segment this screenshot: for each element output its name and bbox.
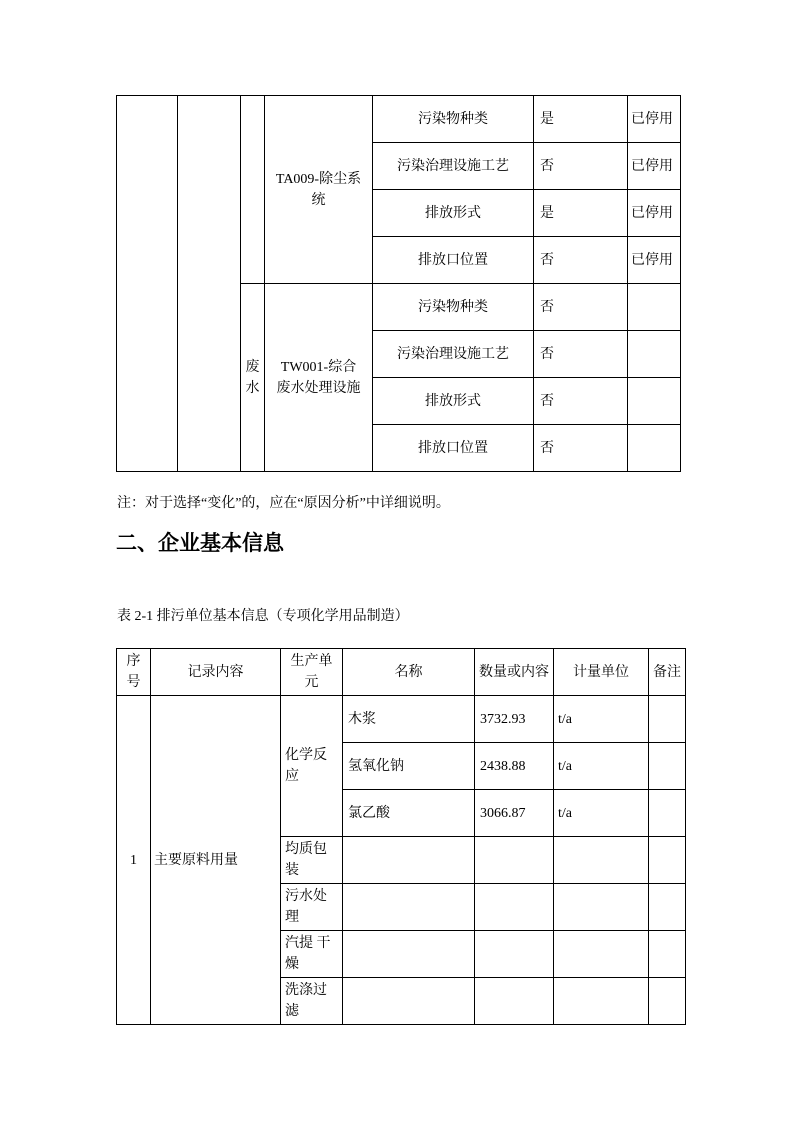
status-cell: 已停用 — [628, 96, 681, 143]
value-cell: 否 — [534, 331, 628, 378]
t1-left-col1-cell — [117, 96, 178, 472]
header-measure-unit: 计量单位 — [554, 649, 649, 696]
production-unit-cell: 洗涤过滤 — [281, 978, 343, 1025]
measure-unit-cell: t/a — [554, 790, 649, 837]
production-unit-cell: 污水处理 — [281, 884, 343, 931]
pollution-facility-table — [116, 95, 681, 472]
record-content-cell: 主要原料用量 — [151, 696, 281, 1025]
remark-cell — [649, 884, 686, 931]
header-row-number: 序号 — [117, 649, 151, 696]
status-cell — [628, 284, 681, 331]
header-production-unit: 生产单元 — [281, 649, 343, 696]
value-cell: 否 — [534, 378, 628, 425]
item-cell: 排放形式 — [373, 378, 534, 425]
table-header-row — [117, 649, 686, 696]
item-cell: 排放形式 — [373, 190, 534, 237]
material-name-cell — [343, 931, 475, 978]
quantity-cell: 2438.88 — [475, 743, 554, 790]
category-cell: 废水 — [241, 284, 265, 472]
status-cell — [628, 378, 681, 425]
value-cell: 是 — [534, 190, 628, 237]
remark-cell — [649, 931, 686, 978]
quantity-cell: 3066.87 — [475, 790, 554, 837]
value-cell: 否 — [534, 143, 628, 190]
material-name-cell: 氯乙酸 — [343, 790, 475, 837]
category-cell — [241, 96, 265, 284]
table-row — [117, 96, 681, 143]
measure-unit-cell — [554, 978, 649, 1025]
remark-cell — [649, 837, 686, 884]
header-name: 名称 — [343, 649, 475, 696]
item-cell: 排放口位置 — [373, 237, 534, 284]
quantity-cell — [475, 884, 554, 931]
header-record-content: 记录内容 — [151, 649, 281, 696]
status-cell: 已停用 — [628, 190, 681, 237]
value-cell: 是 — [534, 96, 628, 143]
section-heading: 二、企业基本信息 — [116, 532, 284, 555]
measure-unit-cell: t/a — [554, 696, 649, 743]
measure-unit-cell — [554, 931, 649, 978]
production-unit-cell: 化学反应 — [281, 696, 343, 837]
facility-cell: TW001-综合废水处理设施 — [265, 284, 373, 472]
value-cell: 否 — [534, 425, 628, 472]
item-cell: 排放口位置 — [373, 425, 534, 472]
material-name-cell: 木浆 — [343, 696, 475, 743]
status-cell: 已停用 — [628, 237, 681, 284]
header-quantity: 数量或内容 — [475, 649, 554, 696]
material-name-cell: 氢氧化钠 — [343, 743, 475, 790]
production-unit-cell: 均质包装 — [281, 837, 343, 884]
item-cell: 污染治理设施工艺 — [373, 331, 534, 378]
production-unit-cell: 汽提 干燥 — [281, 931, 343, 978]
status-cell — [628, 331, 681, 378]
table-row — [117, 696, 686, 743]
quantity-cell — [475, 931, 554, 978]
value-cell: 否 — [534, 284, 628, 331]
status-cell: 已停用 — [628, 143, 681, 190]
remark-cell — [649, 790, 686, 837]
quantity-cell — [475, 978, 554, 1025]
item-cell: 污染物种类 — [373, 284, 534, 331]
value-cell: 否 — [534, 237, 628, 284]
measure-unit-cell — [554, 884, 649, 931]
table-footnote: 注：对于选择“变化”的，应在“原因分析”中详细说明。 — [117, 496, 450, 511]
quantity-cell: 3732.93 — [475, 696, 554, 743]
header-remark: 备注 — [649, 649, 686, 696]
item-cell: 污染治理设施工艺 — [373, 143, 534, 190]
remark-cell — [649, 743, 686, 790]
item-cell: 污染物种类 — [373, 96, 534, 143]
material-name-cell — [343, 884, 475, 931]
facility-cell: TA009-除尘系统 — [265, 96, 373, 284]
material-name-cell — [343, 978, 475, 1025]
measure-unit-cell — [554, 837, 649, 884]
quantity-cell — [475, 837, 554, 884]
status-cell — [628, 425, 681, 472]
remark-cell — [649, 696, 686, 743]
material-name-cell — [343, 837, 475, 884]
table2-caption: 表 2-1 排污单位基本信息（专项化学用品制造） — [117, 609, 409, 624]
row-number-cell: 1 — [117, 696, 151, 1025]
basic-info-table — [116, 648, 686, 1025]
measure-unit-cell: t/a — [554, 743, 649, 790]
t1-left-col2-cell — [178, 96, 241, 472]
remark-cell — [649, 978, 686, 1025]
